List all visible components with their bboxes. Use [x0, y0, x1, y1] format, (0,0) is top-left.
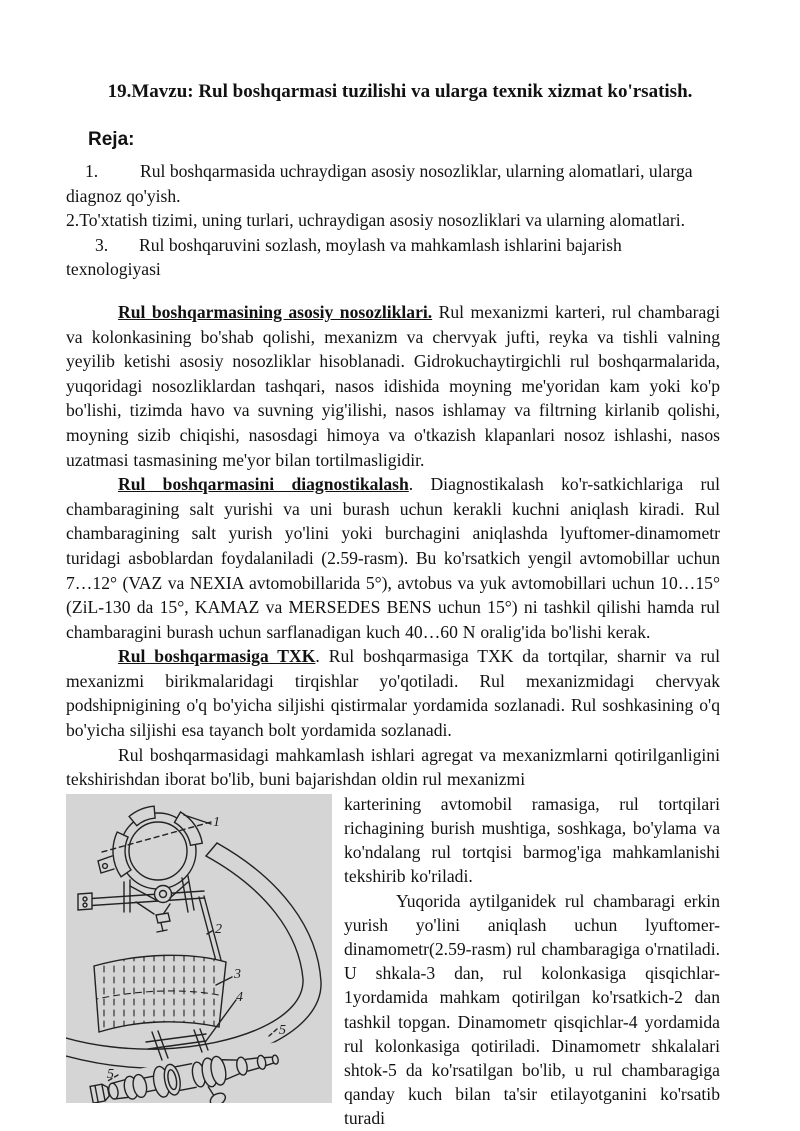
- paragraph-txk: [66, 644, 720, 742]
- part-label-2: 2: [215, 921, 222, 937]
- figure-and-wrap-text: [66, 792, 720, 1131]
- paragraph-asosiy-nosozliklar: [66, 300, 720, 472]
- part-label-5-right: 5: [279, 1022, 286, 1038]
- plan-heading: Reja:: [88, 129, 135, 150]
- lyuftomer-dinamometr-drawing: [66, 794, 332, 1103]
- figure-2-59: [66, 794, 332, 1131]
- plan-item-1-number: 1.: [85, 161, 99, 181]
- plan-item-3-number: 3.: [95, 234, 109, 255]
- plan-item-3-text: Rul boshqaruvini sozlash, moylash va mahkamlash ishlarini bajarish texnologiyasi: [66, 234, 622, 280]
- plan-item-2: [66, 208, 720, 233]
- part-label-1: 1: [213, 814, 220, 830]
- plan-item-3: [66, 233, 720, 282]
- part-label-3: 3: [234, 966, 241, 982]
- plan-item-1-text: Rul boshqarmasida uchraydigan asosiy nosozliklar, ularning alomatlari, ularga diagnoz qo'yish.: [66, 161, 693, 206]
- paragraph-2-text: . Diagnostikalash ko'r-satkichlariga rul chambaragining salt yurishi va uni burash uchun kerakli kuchni aniqlash kiradi. Rul chambaragining salt yurish yo'lini yoki burchagini aniqlashda lyuftomer-dinamometr turidagi asboblardan foydalaniladi (2.59-rasm). Bu ko'rsatkich yengil avtomobillar uchun 7…12° (VAZ va NEXIA avtomobillarida 5°), avtobus va yuk avtomobillari uchun 10…15° (ZiL-130 da 15°, KAMAZ va MERSEDES BENS uchun 15°) ni tashkil qilishi hamda rul chambaragini burash uchun sarflanadigan kuch 40…60 N oralig'ida bo'lishi kerak.: [66, 474, 720, 642]
- paragraph-1-text: Rul mexanizmi karteri, rul chambaragi va kolonkasining bo'shab qolishi, mexanizm va chervyak jufti, reyka va tishli valning yeyilib ketishi asosiy nosozliklar hisoblanadi. Gidrokuchaytirgichli rul boshqarmalarida, yuqoridagi nosozliklardan tashqari, nasos idishida moyning me'yoridan kam yoki ko'p bo'lishi, tizimda havo va suvning yig'ilishi, nasos ishlamay va filtrning kirlanib qolishi, moyning sizib chiqishi, nasosdagi himoya va o'tkazish klapanlari nosoz ishlashi, nasos uzatmasi tasmasining me'yor bilan tortilmasligidir.: [66, 301, 720, 470]
- plan-item-1: [66, 159, 720, 208]
- plan-item-2-text: To'xtatish tizimi, uning turlari, uchraydigan asosiy nosozliklari va ularning alomatlari.: [79, 210, 686, 231]
- paragraph-2-lead: Rul boshqarmasini diagnostikalash: [118, 474, 409, 495]
- page-title: 19.Mavzu: Rul boshqarmasi tuzilishi va ularga texnik xizmat ko'rsatish.: [107, 81, 693, 102]
- plan-item-2-number: 2.: [66, 210, 80, 231]
- paragraph-3-text: . Rul boshqarmasiga TXK da tortqilar, sharnir va rul mexanizmi birikmalaridagi tirqishlar yo'qotiladi. Rul mexanizmidagi chervyak podshipnigining o'q bo'yicha siljishi qistirmalar yordamida sozlanadi. Rul soshkasining o'q bo'yicha siljishi esa tayanch bolt yordamida sozlanadi.: [66, 646, 720, 741]
- paragraph-mahkamlash-wrap: karterining avtomobil ramasiga, rul tortqilari richagining burish mushtiga, soshkaga, bo'ylama va ko'ndalang rul tortqisi barmog'iga mahkamlanishi tekshirib ko'riladi.: [344, 793, 720, 887]
- paragraph-1-lead: Rul boshqarmasining asosiy nosozliklari.: [118, 301, 433, 322]
- paragraph-mahkamlash-intro: Rul boshqarmasidagi mahkamlash ishlari agregat va mexanizmlarni qotirilganligini tekshirishdan iborat bo'lib, buni bajarishdan oldin rul mexanizmi: [66, 744, 720, 790]
- paragraph-diagnostikalash: [66, 472, 720, 644]
- paragraph-lyuftomer-tuzilishi: Yuqorida aytilganidek rul chambaragi erkin yurish yo'lini aniqlash uchun lyuftomer-dinamometr(2.59-rasm) rul chambaragiga o'rnatiladi. U shkala-3 dan, rul kolonkasiga qisqichlar-1yordamida mahkam qotirilgan ko'rsatkich-2 dan tashkil topgan. Dinamometr qisqichlar-4 yordamida rul kolonkasiga qotiriladi. Dinamometr shkalalari shtok-5 da ko'rsatilgan bo'lib, u rul chambaragiga qanday kuch bilan ta'sir etilayotganini ko'rsatib turadi: [344, 890, 720, 1129]
- part-label-5-left: 5: [107, 1066, 114, 1082]
- plan-list: [66, 159, 720, 282]
- body-text: [66, 300, 720, 1131]
- part-label-4: 4: [236, 989, 243, 1005]
- paragraph-3-lead: Rul boshqarmasiga TXK: [118, 646, 316, 667]
